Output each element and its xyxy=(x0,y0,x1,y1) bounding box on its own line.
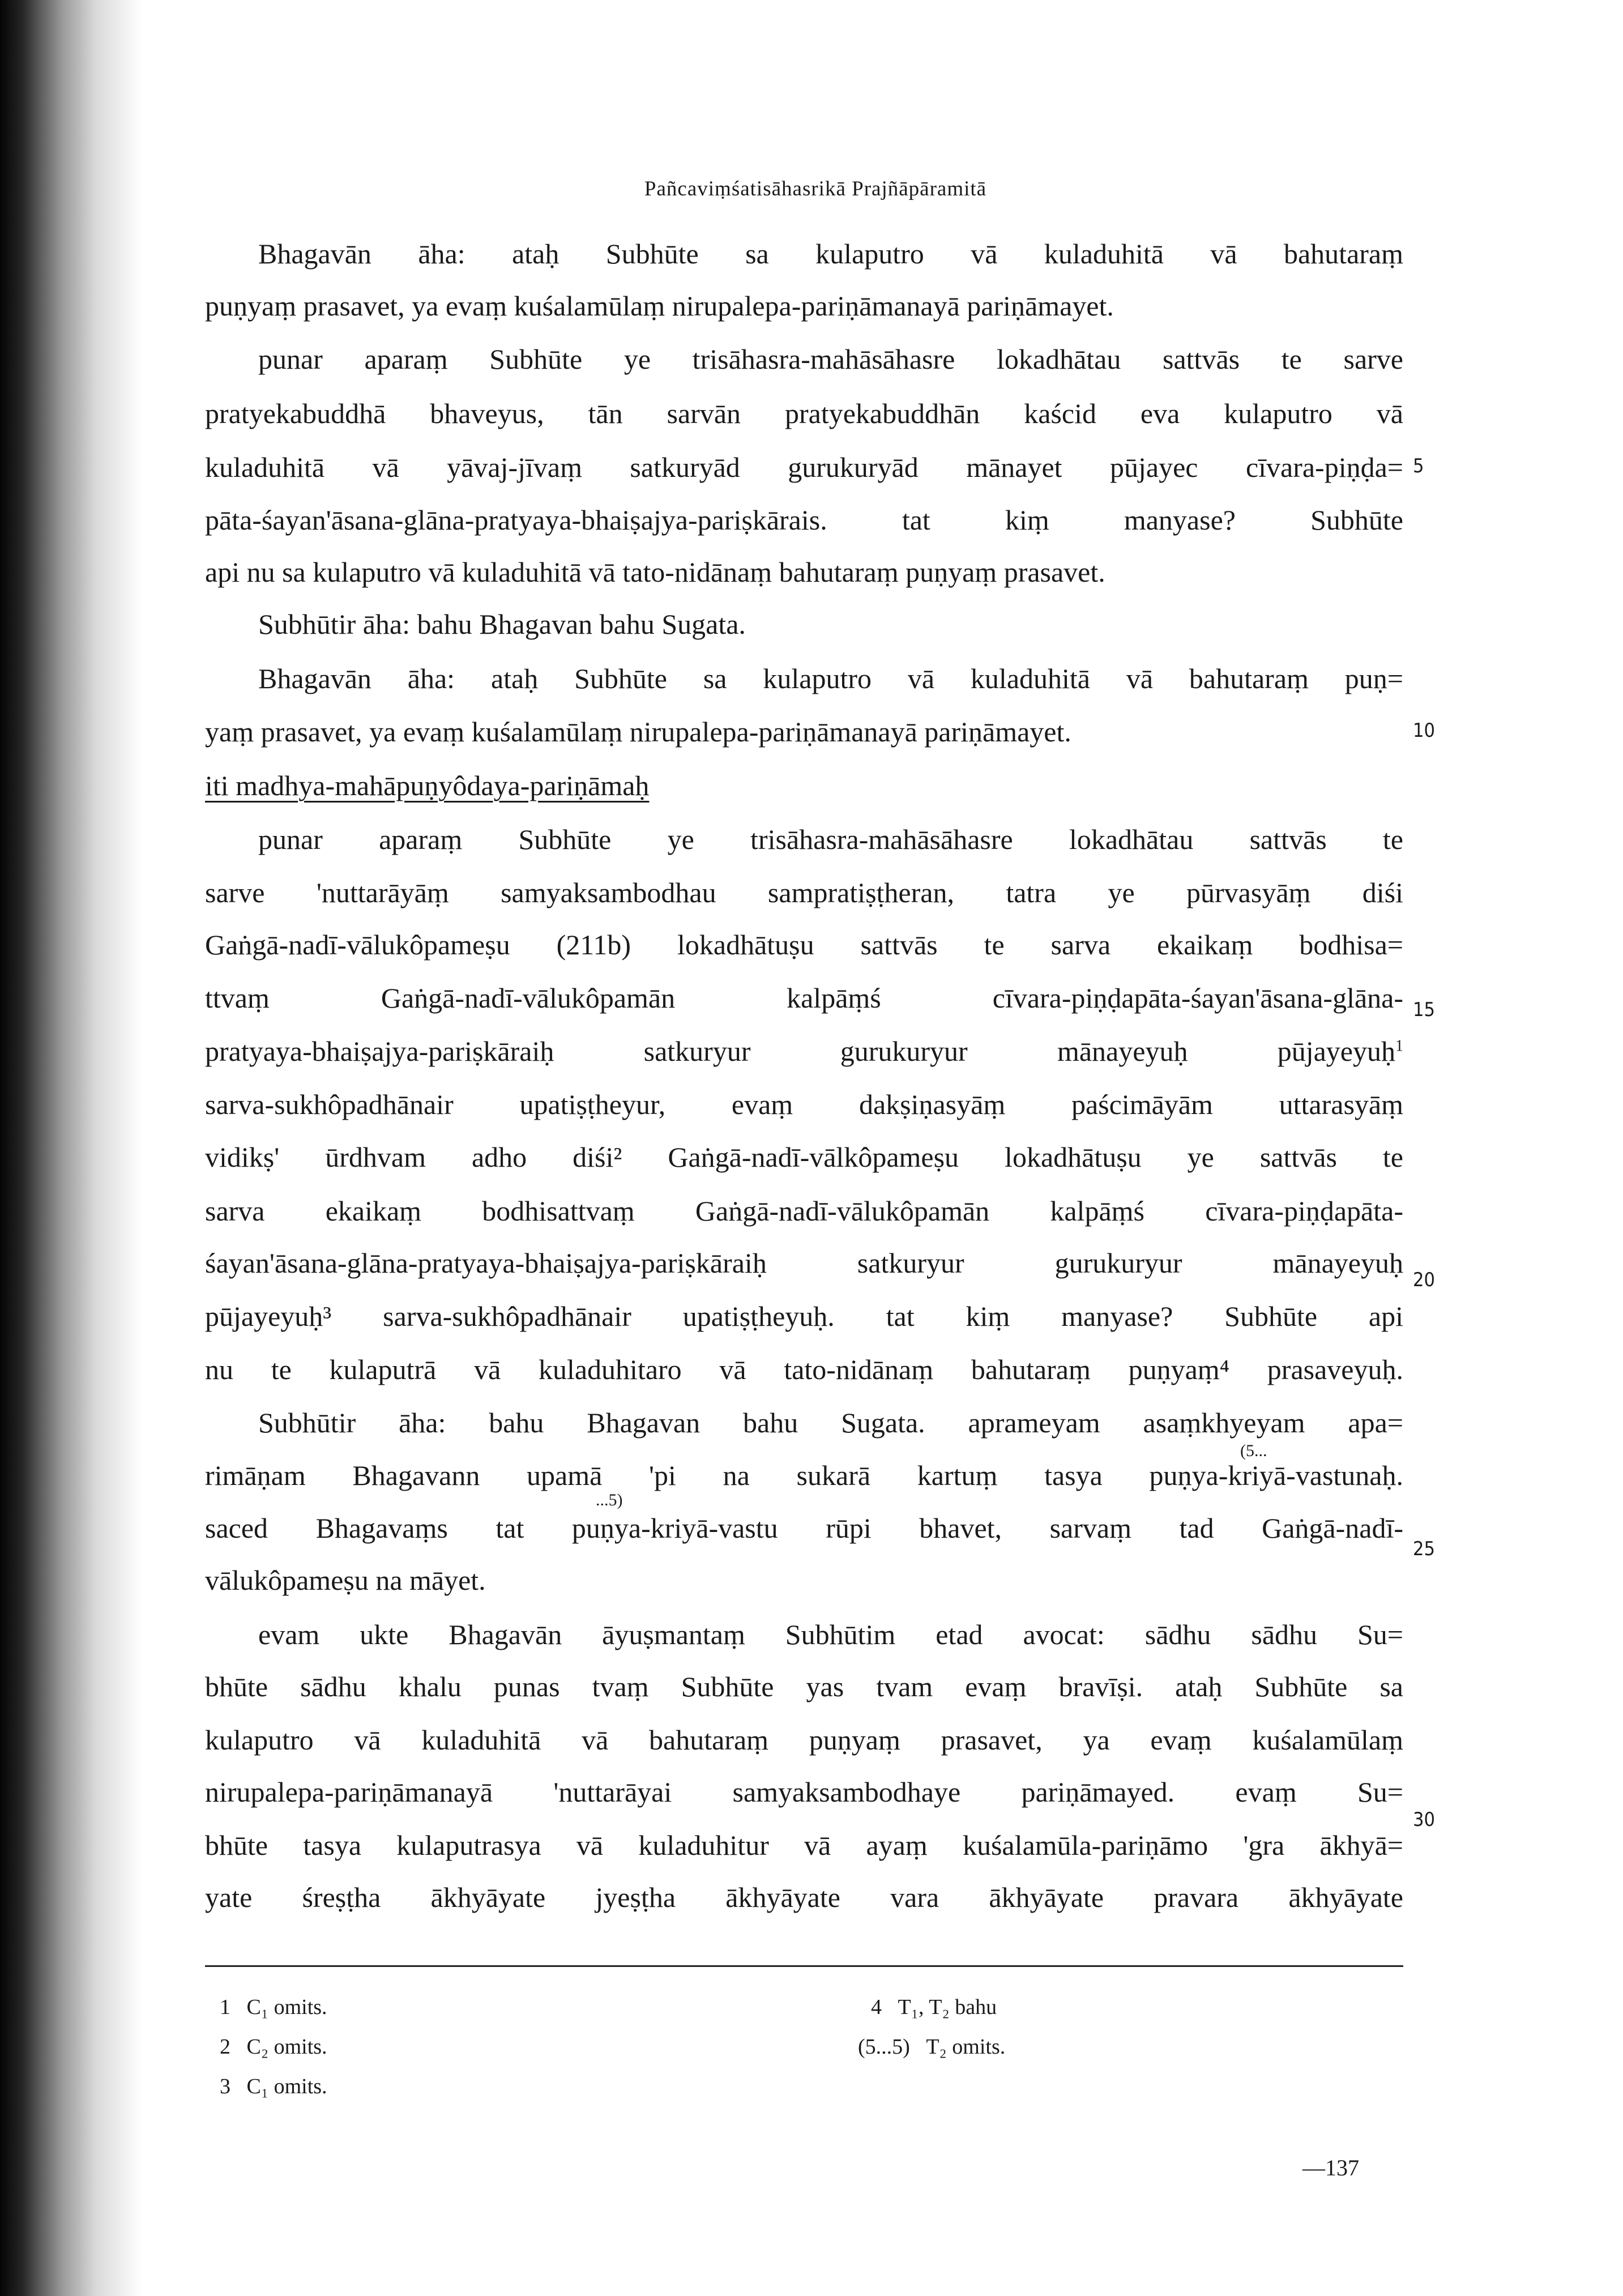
text-line-content: iti madhya-mahāpuṇyôdaya-pariṇāmaḥ xyxy=(205,770,650,801)
line-number: 5 xyxy=(1413,455,1424,477)
text-line xyxy=(205,1670,1403,1704)
footnote-1 xyxy=(220,1995,327,2020)
text-line-content: Bhagavān āha: ataḥ Subhūte sa kulaputro vā kuladuhitā vā bahutaraṃ xyxy=(258,238,1403,270)
text-line xyxy=(205,981,1403,1015)
text-line xyxy=(205,769,1403,803)
text-line xyxy=(205,1880,1403,1914)
interlinear-mark-close: ...5) xyxy=(596,1491,623,1509)
text-line xyxy=(205,1828,1403,1862)
text-line-content: ttvaṃ Gaṅgā-nadī-vālukôpamān kalpāṃś cīvara-piṇḍapāta-śayan'āsana-glāna- xyxy=(205,982,1403,1014)
text-line xyxy=(205,1034,1403,1068)
text-line xyxy=(205,450,1403,484)
line-number: 30 xyxy=(1413,1808,1435,1831)
text-line xyxy=(258,342,1403,376)
text-line-content: pāta-śayan'āsana-glāna-pratyaya-bhaiṣajya-pariṣkārais. tat kiṃ manyase? Subhūte xyxy=(205,504,1403,536)
text-line-content: vidikṣ' ūrdhvam adho diśi² Gaṅgā-nadī-vālkôpameṣu lokadhātuṣu ye sattvās te xyxy=(205,1141,1403,1173)
text-line-content: vālukôpameṣu na māyet. xyxy=(205,1564,486,1596)
footnote-4 xyxy=(871,1995,997,2020)
footnote-mark: (5...5) xyxy=(858,2035,910,2059)
line-number: 20 xyxy=(1413,1269,1435,1291)
text-line-content: puṇyaṃ prasavet, ya evaṃ kuśalamūlaṃ nirupalepa-pariṇāmanayā pariṇāmayet. xyxy=(205,290,1114,322)
text-line xyxy=(205,1194,1403,1228)
text-line-content: nirupalepa-pariṇāmanayā 'nuttarāyai samyaksambodhaye pariṇāmayed. evaṃ Su= xyxy=(205,1776,1403,1808)
text-line xyxy=(205,396,1403,430)
text-line-content: Subhūtir āha: bahu Bhagavan bahu Sugata. aprameyam asaṃkhyeyam apa= xyxy=(258,1407,1403,1439)
text-line-content: Gaṅgā-nadī-vālukôpameṣu (211b) lokadhātuṣu sattvās te sarva ekaikaṃ bodhisa= xyxy=(205,929,1403,961)
text-line-content: api nu sa kulaputro vā kuladuhitā vā tato-nidānaṃ bahutaraṃ puṇyaṃ prasavet. xyxy=(205,556,1105,588)
text-line xyxy=(205,555,1403,589)
line-number: 15 xyxy=(1413,998,1435,1021)
footnote-ref: 1 xyxy=(1395,1037,1403,1055)
text-line-content: yate śreṣṭha ākhyāyate jyeṣṭha ākhyāyate vara ākhyāyate pravara ākhyāyate xyxy=(205,1881,1403,1913)
footnote-text: C₂ omits. xyxy=(246,2035,327,2059)
footnote-3 xyxy=(220,2074,327,2099)
text-line-content: bhūte sādhu khalu punas tvaṃ Subhūte yas tvam evaṃ bravīṣi. ataḥ Subhūte sa xyxy=(205,1671,1403,1702)
text-line xyxy=(258,1406,1403,1440)
text-line xyxy=(205,1563,1403,1597)
text-line-content: Bhagavān āha: ataḥ Subhūte sa kulaputro vā kuladuhitā vā bahutaraṃ puṇ= xyxy=(258,663,1403,694)
text-line-content: kuladuhitā vā yāvaj-jīvaṃ satkuryād gurukuryād mānayet pūjayec cīvara-piṇḍa= xyxy=(205,451,1403,483)
footnote-mark: 3 xyxy=(220,2075,230,2098)
text-line xyxy=(205,1087,1403,1121)
text-line-content: nu te kulaputrā vā kuladuhitaro vā tato-nidānaṃ bahutaraṃ puṇyaṃ⁴ prasaveyuḥ. xyxy=(205,1354,1403,1385)
text-line-content: pratyaya-bhaiṣajya-pariṣkāraiḥ satkuryur gurukuryur mānayeyuḥ pūjayeyuḥ xyxy=(205,1035,1395,1067)
text-line xyxy=(205,1511,1403,1545)
footnote-mark: 4 xyxy=(871,1995,882,2019)
line-number: 25 xyxy=(1413,1538,1435,1560)
text-line xyxy=(258,662,1403,695)
text-line xyxy=(205,928,1403,962)
text-line xyxy=(205,715,1403,749)
text-line-content: yaṃ prasavet, ya evaṃ kuśalamūlaṃ nirupalepa-pariṇāmanayā pariṇāmayet. xyxy=(205,716,1071,748)
text-line-content: śayan'āsana-glāna-pratyaya-bhaiṣajya-pariṣkāraiḥ satkuryur gurukuryur mānayeyuḥ xyxy=(205,1247,1403,1279)
text-line-content: sarva-sukhôpadhānair upatiṣṭheyur, evaṃ dakṣiṇasyāṃ paścimāyām uttarasyāṃ xyxy=(205,1089,1403,1120)
footnote-text: C₁ omits. xyxy=(246,2075,327,2098)
text-line-content: sarve 'nuttarāyāṃ samyaksambodhau sampratiṣṭheran, tatra ye pūrvasyāṃ diśi xyxy=(205,877,1403,908)
text-line-content: punar aparaṃ Subhūte ye trisāhasra-mahāsāhasre lokadhātau sattvās te xyxy=(258,823,1403,855)
footnote-text: T₂ omits. xyxy=(926,2035,1006,2059)
text-line xyxy=(205,1299,1403,1333)
text-line-content: saced Bhagavaṃs tat puṇya-kriyā-vastu rūpi bhavet, sarvaṃ tad Gaṅgā-nadī- xyxy=(205,1512,1403,1544)
text-line-content: pūjayeyuḥ³ sarva-sukhôpadhānair upatiṣṭheyuḥ. tat kiṃ manyase? Subhūte api xyxy=(205,1300,1403,1332)
text-line xyxy=(258,607,1403,641)
running-head: Pañcaviṃśatisāhasrikā Prajñāpāramitā xyxy=(644,177,987,200)
text-line xyxy=(258,237,1403,271)
text-line-content: bhūte tasya kulaputrasya vā kuladuhitur vā ayaṃ kuśalamūla-pariṇāmo 'gra ākhyā= xyxy=(205,1829,1403,1861)
text-line xyxy=(205,1775,1403,1809)
footnote-text: T₁, T₂ bahu xyxy=(898,1995,997,2019)
text-line xyxy=(258,1618,1403,1651)
page-number: —137 xyxy=(1302,2155,1359,2180)
text-line xyxy=(205,503,1403,537)
footnote-2 xyxy=(220,2034,327,2059)
text-line xyxy=(205,1723,1403,1757)
footnote-text: C₁ omits. xyxy=(246,1995,327,2019)
text-line xyxy=(258,822,1403,856)
interlinear-mark-open: (5... xyxy=(1240,1441,1267,1460)
text-line xyxy=(205,1458,1403,1492)
text-line xyxy=(205,289,1403,323)
text-line-content: kulaputro vā kuladuhitā vā bahutaraṃ puṇyaṃ prasavet, ya evaṃ kuśalamūlaṃ xyxy=(205,1724,1403,1756)
text-line xyxy=(205,1140,1403,1174)
text-line-content: Subhūtir āha: bahu Bhagavan bahu Sugata. xyxy=(258,608,746,640)
line-number: 10 xyxy=(1413,719,1435,742)
text-line xyxy=(205,876,1403,910)
footnote-mark: 1 xyxy=(220,1995,230,2019)
scan-binding-shadow xyxy=(0,0,147,2296)
footnote-mark: 2 xyxy=(220,2035,230,2059)
text-line-content: rimāṇam Bhagavann upamā 'pi na sukarā kartuṃ tasya puṇya-kriyā-vastunaḥ. xyxy=(205,1459,1403,1491)
text-line xyxy=(205,1352,1403,1386)
text-line-content: sarva ekaikaṃ bodhisattvaṃ Gaṅgā-nadī-vālukôpamān kalpāṃś cīvara-piṇḍapāta- xyxy=(205,1195,1403,1227)
text-line-content: evam ukte Bhagavān āyuṣmantaṃ Subhūtim etad avocat: sādhu sādhu Su= xyxy=(258,1619,1403,1650)
text-line-content: pratyekabuddhā bhaveyus, tān sarvān pratyekabuddhān kaścid eva kulaputro vā xyxy=(205,398,1403,429)
text-line xyxy=(205,1246,1403,1280)
footnote-5 xyxy=(858,2034,1005,2059)
text-line-content: punar aparaṃ Subhūte ye trisāhasra-mahāsāhasre lokadhātau sattvās te sarve xyxy=(258,343,1403,375)
footnote-rule xyxy=(205,1965,1403,1967)
